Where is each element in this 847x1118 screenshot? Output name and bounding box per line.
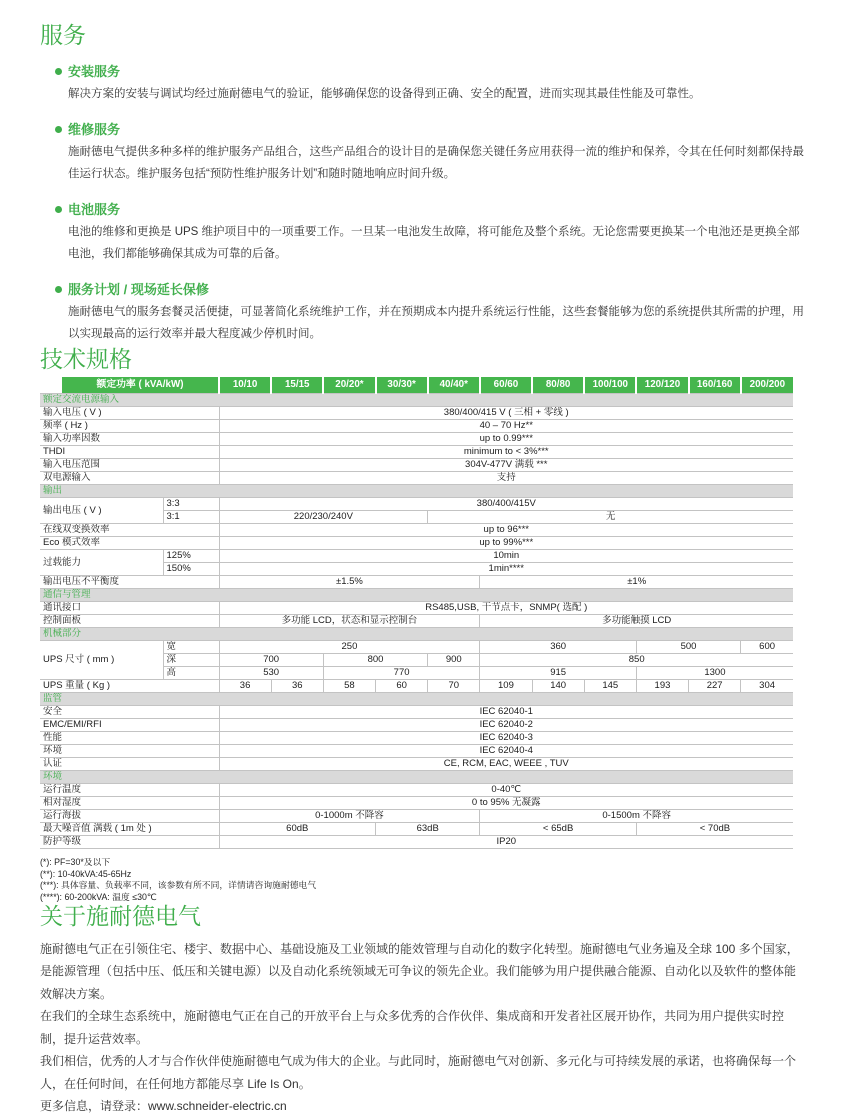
spec-cell: 1min**** <box>219 563 793 576</box>
spec-cell: 140 <box>532 680 584 693</box>
service-body: 施耐德电气提供多种多样的维护服务产品组合，这些产品组合的设计目的是确保您关键任务应用获得一流的维护和保养，令其在任何时刻都保持最佳运行状态。维护服务包括“预防性维护服务计划”和随时随地响应时间升级。 <box>68 145 804 181</box>
spec-cell: 360 <box>480 641 637 654</box>
spec-cell: 70 <box>428 680 480 693</box>
bullet-icon <box>55 126 62 133</box>
spec-row-label: 输出电压不平衡度 <box>40 576 219 589</box>
spec-cell: 1300 <box>636 667 793 680</box>
spec-row <box>40 524 793 537</box>
spec-row-label: 相对湿度 <box>40 797 219 810</box>
spec-cell: 36 <box>271 680 323 693</box>
spec-row <box>40 459 793 472</box>
spec-cell: 0-1000m 不降容 <box>219 810 480 823</box>
spec-row-label: 运行海拔 <box>40 810 219 823</box>
spec-row-label: 过载能力 <box>40 550 163 576</box>
spec-row <box>40 550 793 563</box>
spec-row <box>40 784 793 797</box>
spec-cell: RS485,USB, 干节点卡，SNMP( 选配 ) <box>219 602 793 615</box>
spec-cell: 36 <box>219 680 271 693</box>
spec-row-label: 频率 ( Hz ) <box>40 420 219 433</box>
spec-row <box>40 537 793 550</box>
spec-header-col: 80/80 <box>532 377 584 394</box>
services-list <box>40 63 807 346</box>
spec-section-bar: 额定交流电源输入 <box>40 394 793 407</box>
service-body: 电池的维修和更换是 UPS 维护项目中的一项重要工作。一旦某一电池发生故障，将可能危及整个系统。无论您需要更换某一个电池还是更换全部电池，我们都能够确保其成为可靠的后备。 <box>68 225 800 261</box>
spec-cell: 500 <box>636 641 740 654</box>
spec-cell: 915 <box>480 667 637 680</box>
spec-cell: 900 <box>428 654 480 667</box>
spec-row-label: 控制面板 <box>40 615 219 628</box>
spec-cell: 600 <box>741 641 793 654</box>
spec-row-label: 输入电压 ( V ) <box>40 407 219 420</box>
spec-row <box>40 680 793 693</box>
spec-table-body <box>40 394 793 849</box>
spec-row-label: UPS 尺寸 ( mm ) <box>40 641 163 680</box>
spec-row-label: THDI <box>40 446 219 459</box>
spec-section-bar: 机械部分 <box>40 628 793 641</box>
specs-section <box>40 346 807 903</box>
spec-table-head <box>40 377 793 394</box>
spec-row <box>40 446 793 459</box>
spec-row-label: 安全 <box>40 706 219 719</box>
service-title: 电池服务 <box>68 201 121 217</box>
services-heading: 服务 <box>40 22 86 48</box>
spec-row-sublabel: 3:1 <box>163 511 219 524</box>
spec-row-label: 输入电压范围 <box>40 459 219 472</box>
spec-header-col: 160/160 <box>689 377 741 394</box>
bullet-icon <box>55 206 62 213</box>
spec-cell: < 65dB <box>480 823 637 836</box>
spec-section-bar: 监管 <box>40 693 793 706</box>
spec-row-label: 输入功率因数 <box>40 433 219 446</box>
spec-header-label: 额定功率 ( kVA/kW) <box>40 377 219 394</box>
spec-cell: 193 <box>636 680 688 693</box>
spec-row-label: 防护等级 <box>40 836 219 849</box>
spec-cell: IP20 <box>219 836 793 849</box>
footnote-line: (*): PF=30*及以下 <box>40 857 111 868</box>
spec-cell: IEC 62040-2 <box>219 719 793 732</box>
spec-cell: 530 <box>219 667 323 680</box>
spec-header-col: 120/120 <box>636 377 688 394</box>
spec-row <box>40 472 793 485</box>
spec-row-label: 运行温度 <box>40 784 219 797</box>
spec-cell: 63dB <box>376 823 480 836</box>
spec-row-label: 输出电压 ( V ) <box>40 498 163 524</box>
spec-cell: 770 <box>323 667 480 680</box>
spec-cell: 60 <box>376 680 428 693</box>
spec-cell: 800 <box>323 654 427 667</box>
spec-row-label: 双电源输入 <box>40 472 219 485</box>
spec-row <box>40 836 793 849</box>
spec-row-label: 认证 <box>40 758 219 771</box>
footnote-line: (**): 10-40kVA:45-65Hz <box>40 868 132 879</box>
spec-row <box>40 498 793 511</box>
service-item <box>40 63 807 106</box>
about-paragraph: 我们相信，优秀的人才与合作伙伴使施耐德电气成为伟大的企业。与此同时，施耐德电气对创新、多元化与可持续发展的承诺，也将确保每一个人，在任何时间，在任何地方都能尽享 Life Is On。 <box>40 1054 797 1091</box>
spec-row-label: EMC/EMI/RFI <box>40 719 219 732</box>
spec-row <box>40 407 793 420</box>
spec-row-sublabel: 宽 <box>163 641 219 654</box>
spec-header-col: 20/20* <box>323 377 375 394</box>
spec-row <box>40 433 793 446</box>
spec-cell: up to 0.99*** <box>219 433 793 446</box>
spec-row-sublabel: 125% <box>163 550 219 563</box>
about-paragraph: 更多信息，请登录：www.schneider-electric.cn <box>40 1099 287 1114</box>
spec-row-sublabel: 深 <box>163 654 219 667</box>
spec-header-col: 10/10 <box>219 377 271 394</box>
spec-cell: 227 <box>689 680 741 693</box>
spec-row <box>40 732 793 745</box>
spec-section-bar: 环境 <box>40 771 793 784</box>
spec-section-bar: 输出 <box>40 485 793 498</box>
spec-cell: IEC 62040-4 <box>219 745 793 758</box>
service-title: 安装服务 <box>68 64 121 80</box>
service-body: 解决方案的安装与调试均经过施耐德电气的验证，能够确保您的设备得到正确、安全的配置，进而实现其最佳性能及可靠性。 <box>68 88 701 101</box>
spec-row <box>40 823 793 836</box>
spec-row <box>40 719 793 732</box>
spec-cell: 60dB <box>219 823 376 836</box>
spec-cell: 700 <box>219 654 323 667</box>
spec-header-row <box>40 377 793 394</box>
spec-cell: 380/400/415V <box>219 498 793 511</box>
spec-row-sublabel: 高 <box>163 667 219 680</box>
spec-cell: 145 <box>584 680 636 693</box>
service-title: 服务计划 / 现场延长保修 <box>68 281 209 297</box>
spec-table <box>40 377 793 849</box>
spec-row-label: 最大噪音值 满载 ( 1m 处 ) <box>40 823 219 836</box>
spec-row <box>40 602 793 615</box>
spec-row-label: 在线双变换效率 <box>40 524 219 537</box>
spec-row-sublabel: 3:3 <box>163 498 219 511</box>
spec-row <box>40 797 793 810</box>
spec-cell: 多功能 LCD，状态和显示控制台 <box>219 615 480 628</box>
spec-row <box>40 641 793 654</box>
spec-row <box>40 576 793 589</box>
footnote-line: (***): 具体容量、负载率不同，该参数有所不同，详情请咨询施耐德电气 <box>40 880 317 891</box>
spec-cell: 0-40℃ <box>219 784 793 797</box>
spec-cell: IEC 62040-3 <box>219 732 793 745</box>
spec-cell: 250 <box>219 641 480 654</box>
spec-cell: ±1.5% <box>219 576 480 589</box>
spec-cell: 多功能触摸 LCD <box>480 615 793 628</box>
spec-cell: IEC 62040-1 <box>219 706 793 719</box>
about-paragraphs <box>40 938 807 1118</box>
about-heading: 关于施耐德电气 <box>40 903 201 930</box>
footnote-line: (****): 60-200kVA: 温度 ≤30℃ <box>40 891 157 902</box>
spec-row-label: Eco 模式效率 <box>40 537 219 550</box>
spec-cell: 0 to 95% 无凝露 <box>219 797 793 810</box>
service-item <box>40 121 807 186</box>
spec-row-sublabel: 150% <box>163 563 219 576</box>
bullet-icon <box>55 68 62 75</box>
spec-row-label: 环境 <box>40 745 219 758</box>
spec-cell: up to 99%*** <box>219 537 793 550</box>
service-item <box>40 201 807 266</box>
spec-cell: 40 – 70 Hz** <box>219 420 793 433</box>
spec-cell: 10min <box>219 550 793 563</box>
spec-header-col: 30/30* <box>376 377 428 394</box>
spec-cell: 380/400/415 V ( 三相 + 零线 ) <box>219 407 793 420</box>
spec-cell: 304V-477V 满载 *** <box>219 459 793 472</box>
spec-section-bar: 通信与管理 <box>40 589 793 602</box>
spec-row <box>40 758 793 771</box>
spec-cell: 58 <box>323 680 375 693</box>
spec-row-label: 通讯接口 <box>40 602 219 615</box>
spec-cell: 0-1500m 不降容 <box>480 810 793 823</box>
spec-cell: 无 <box>428 511 793 524</box>
spec-cell: CE, RCM, EAC, WEEE , TUV <box>219 758 793 771</box>
spec-cell: 220/230/240V <box>219 511 428 524</box>
spec-header-col: 60/60 <box>480 377 532 394</box>
service-body: 施耐德电气的服务套餐灵活便捷，可显著简化系统维护工作，并在预期成本内提升系统运行性能，这些套餐能够为您的系统提供其所需的护理，用以实现最高的运行效率并最大程度减少停机时间。 <box>68 305 804 341</box>
spec-header-col: 15/15 <box>271 377 323 394</box>
spec-header-col: 100/100 <box>584 377 636 394</box>
about-paragraph: 在我们的全球生态系统中，施耐德电气正在自己的开放平台上与众多优秀的合作伙伴、集成商和开发者社区展开协作，共同为用户提供实时控制，提升运营效率。 <box>40 1009 785 1046</box>
spec-cell: 109 <box>480 680 532 693</box>
specs-heading: 技术规格 <box>40 345 132 372</box>
service-item <box>40 281 807 346</box>
spec-cell: < 70dB <box>636 823 793 836</box>
spec-cell: 850 <box>480 654 793 667</box>
spec-cell: minimum to < 3%*** <box>219 446 793 459</box>
service-title: 维修服务 <box>68 121 121 137</box>
spec-cell: 304 <box>741 680 793 693</box>
spec-row <box>40 420 793 433</box>
services-section <box>40 22 807 346</box>
spec-cell: ±1% <box>480 576 793 589</box>
spec-row-label: 性能 <box>40 732 219 745</box>
spec-row <box>40 810 793 823</box>
spec-footnotes <box>40 857 807 903</box>
spec-row-label: UPS 重量 ( Kg ) <box>40 680 219 693</box>
spec-row <box>40 615 793 628</box>
spec-header-col: 40/40* <box>428 377 480 394</box>
about-paragraph: 施耐德电气正在引领住宅、楼宇、数据中心、基础设施及工业领域的能效管理与自动化的数字化转型。施耐德电气业务遍及全球 100 多个国家，是能源管理（包括中压、低压和关键电源）以及自动化系统领域无可争议的领先企业。我们能够为用户提供融合能源、自动化以及软件的整体能效解决方案。 <box>40 941 799 1001</box>
bullet-icon <box>55 286 62 293</box>
spec-row <box>40 706 793 719</box>
spec-cell: up to 96*** <box>219 524 793 537</box>
spec-header-col: 200/200 <box>741 377 793 394</box>
spec-row <box>40 745 793 758</box>
spec-cell: 支持 <box>219 472 793 485</box>
